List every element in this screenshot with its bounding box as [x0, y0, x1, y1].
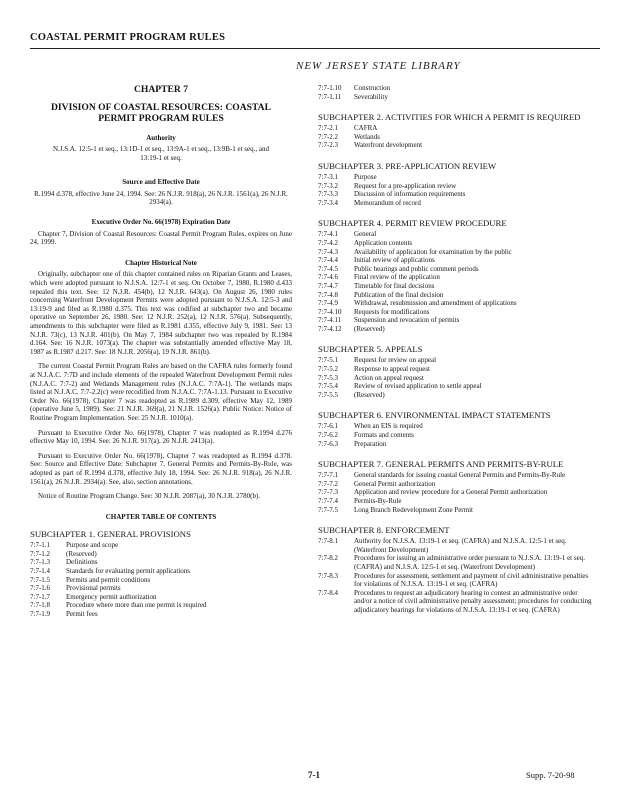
section-number: 7:7-7.1 [318, 471, 339, 480]
toc-row [318, 291, 594, 300]
subchapter-5-list [318, 356, 594, 399]
toc-row [30, 584, 292, 593]
section-number: 7:7-7.2 [318, 479, 339, 488]
section-title: Public hearings and public comment periods [354, 264, 479, 273]
supplement-date: Supp. 7-20-98 [526, 770, 575, 780]
authority-text: N.J.S.A. 12:5-1 et seq., 13:1D-1 et seq., 13:9A-1 et seq., 13:9B-1 et seq., and 13:19-1 et seq. [53, 145, 269, 162]
section-title: (Reserved) [354, 390, 385, 399]
subchapter-4-list [318, 230, 594, 333]
toc-row [30, 601, 292, 610]
toc-row [318, 265, 594, 274]
toc-row [318, 93, 594, 102]
subchapter-8-title: SUBCHAPTER 8. ENFORCEMENT [318, 525, 450, 536]
subchapter-7-list [318, 471, 594, 514]
toc-row [30, 541, 292, 550]
history-paragraph-1: Originally, subchapter one of this chapter contained rules on Riparian Grants and Leases, which were adopted pursuant to N.J.S.A. 12:7-1 et seq. On October 7, 1980, R.1980 d.433 repealed this text. See: 12 N.J.R. 454(b), 12 N.J.R. 643(a). On August 26, 1980 rules concerning Waterfront Development Permits were adopted pursuant to N.J.S.A. 12:5-3 and 13:19-9 and filed as R.1980 d.375. This text was codified at subchapter two and became operative on September 26, 1980. See: 12 N.J.R. 252(a), 12 N.J.R. 576(a). Subsequently, amendments to this subchapter were filed as R.1981 d.355, effective July 9, 1981. See: 13 N.J.R. 73(c), 13 N.J.R. 401(b). On May 7, 1984 subchapter two was repealed by R.1984 d.164. See: 16 N.J.R. 1073(a). The chapter was substantially amended effective May 18, 1987 as R.1987 d.217. See: 18 N.J.R. 2056(a), 19 N.J.R. 861(b). [30, 270, 292, 356]
section-title: General standards for issuing coastal General Permits and Permits-By-Rule [354, 471, 566, 480]
chapter-title: DIVISION OF COASTAL RESOURCES: COASTAL PERMIT PROGRAM RULES [51, 101, 271, 124]
toc-row [318, 124, 594, 133]
section-title: CAFRA [354, 124, 378, 133]
section-number: 7:7-1.1 [30, 541, 51, 550]
section-number: 7:7-7.3 [318, 488, 339, 497]
toc-row [318, 554, 594, 571]
toc-row [318, 248, 594, 257]
section-title: Timetable for final decisions [354, 281, 435, 290]
section-title: Emergency permit authorization [66, 592, 157, 601]
subchapter-6-list [318, 422, 594, 448]
section-title: Permits-By-Rule [354, 497, 402, 505]
section-title: Withdrawal, resubmission and amendment of applications [354, 299, 517, 308]
toc-row [318, 199, 594, 208]
section-number: 7:7-1.5 [30, 575, 51, 584]
section-title: Availability of application for examination by the public [354, 247, 512, 256]
section-title: Waterfront development [354, 141, 423, 150]
page-number: 7-1 [308, 770, 320, 780]
section-title: Discussion of information requirements [354, 190, 466, 199]
subchapter-1-list [30, 541, 292, 618]
section-number: 7:7-5.3 [318, 373, 339, 382]
toc-row [318, 182, 594, 191]
source-heading: Source and Effective Date [122, 178, 200, 187]
section-number: 7:7-3.4 [318, 198, 339, 207]
section-title: Memorandum of record [354, 198, 421, 207]
section-number: 7:7-4.8 [318, 290, 339, 299]
section-number: 7:7-4.1 [318, 230, 339, 239]
subchapter-8-list [318, 537, 594, 614]
toc-row [318, 506, 594, 515]
section-number: 7:7-4.7 [318, 281, 339, 290]
section-number: 7:7-4.3 [318, 247, 339, 256]
toc-row [318, 480, 594, 489]
toc-row [318, 325, 594, 334]
subchapter-5-title: SUBCHAPTER 5. APPEALS [318, 344, 423, 355]
toc-row [318, 497, 594, 506]
section-title: Review of revised application to settle appeal [354, 382, 482, 391]
chapter-number: CHAPTER 7 [133, 84, 189, 95]
section-title: Long Branch Redevelopment Zone Permit [354, 505, 473, 514]
toc-row [318, 141, 594, 150]
subchapter-1-title: SUBCHAPTER 1. GENERAL PROVISIONS [30, 529, 191, 540]
toc-row [318, 572, 594, 589]
section-number: 7:7-8.3 [318, 571, 339, 580]
history-paragraph-5: Notice of Routine Program Change. See: 30 N.J.R. 2087(a), 30 N.J.R. 2780(b). [38, 492, 261, 501]
section-number: 7:7-2.2 [318, 132, 339, 141]
section-title: Authority for N.J.S.A. 13:19-1 et seq. (CAFRA) and N.J.S.A. 12:5-1 et seq. (Waterfront Development) [354, 537, 567, 554]
section-title: Permit fees [66, 610, 98, 619]
section-number: 7:7-3.1 [318, 172, 339, 181]
toc-heading: CHAPTER TABLE OF CONTENTS [105, 512, 217, 521]
toc-row [318, 374, 594, 383]
section-title: Response to appeal request [354, 365, 431, 374]
section-number: 7:7-1.10 [318, 84, 342, 92]
toc-row [318, 589, 594, 615]
toc-row [318, 356, 594, 365]
running-header: COASTAL PERMIT PROGRAM RULES [30, 32, 226, 43]
section-number: 7:7-4.12 [318, 324, 342, 333]
section-number: 7:7-1.8 [30, 601, 51, 610]
subchapter-4-title: SUBCHAPTER 4. PERMIT REVIEW PROCEDURE [318, 218, 507, 229]
toc-row [318, 431, 594, 440]
section-number: 7:7-1.7 [30, 592, 51, 601]
section-title: Wetlands [354, 132, 380, 141]
toc-row [318, 391, 594, 400]
history-paragraph-4: Pursuant to Executive Order No. 66(1978), Chapter 7 was readopted as R.1994 d.378. See: Source and Effective Date: Subchapter 7, General Permits and Permits-By-Rule, was adopted as part of R.1994 d.378, effective July 18, 1994. See: 26 N.J.R. 918(a), 26 N.J.R. 1561(a), 26 N.J.R. 2934(a). See, also, section annotations. [30, 451, 292, 486]
toc-row [318, 365, 594, 374]
section-title: Procedure where more than one permit is required [66, 601, 207, 610]
toc-row [318, 440, 594, 449]
section-title: Request for review on appeal [354, 356, 437, 365]
subchapter-3-list [318, 173, 594, 207]
section-number: 7:7-8.2 [318, 554, 339, 563]
toc-row [318, 308, 594, 317]
section-number: 7:7-4.6 [318, 273, 339, 282]
section-title: Standards for evaluating permit applications [66, 567, 191, 576]
section-number: 7:7-4.9 [318, 299, 339, 308]
toc-row [318, 382, 594, 391]
section-number: 7:7-1.4 [30, 567, 51, 576]
toc-row [318, 537, 594, 554]
toc-row [30, 550, 292, 559]
section-number: 7:7-2.3 [318, 141, 339, 150]
history-paragraph-2: The current Coastal Permit Program Rules are based on the CAFRA rules formerly found at N.J.A.C. 7:7D and include elements of the repealed Waterfront Development Permit rules (N.J.A.C. 7:7-2) and Wetlands Management rules (N.J.A.C. 7:7A-1). The wetlands maps listed at N.J.A.C. 7:7-2.2(c) were recodified from N.J.A.C. 7:7A-1.13. Pursuant to Executive Order No. 66(1978), Chapter 7 was readopted as R.1989 d.309, effective May 12, 1989 (operative June 5, 1989). See: 21 N.J.R. 369(a), 21 N.J.R. 1526(a). Public Notice: Notice of Routine Program Implementation. See: 25 N.J.R. 1010(a). [30, 362, 292, 422]
section-title: (Reserved) [66, 549, 97, 558]
section-title: Permits and permit conditions [66, 575, 151, 584]
section-title: Procedures to request an adjudicatory hearing to contest an administrative order and/or a notice of civil administrative penalty assessment; procedures for conducting adjudicatory hearings for violations of N.J.S.A. 13:19-1 et seq. (CAFRA) [354, 588, 592, 614]
toc-row [318, 239, 594, 248]
exec-order-text: Chapter 7, Division of Coastal Resources: Coastal Permit Program Rules, expires on June 24, 1999. [30, 229, 292, 247]
section-title: Severability [354, 92, 388, 101]
toc-row [318, 173, 594, 182]
source-text: R.1994 d.378, effective June 24, 1994. See: 26 N.J.R. 918(a), 26 N.J.R. 1561(a), 26 N.J.R. 2934(a). [34, 189, 288, 207]
section-number: 7:7-5.4 [318, 382, 339, 391]
section-title: Definitions [66, 558, 98, 567]
toc-row [30, 610, 292, 619]
toc-row [318, 488, 594, 497]
section-title: Procedures for assessment, settlement and payment of civil administrative penalties for violations of N.J.S.A. 13:19-1 et seq. (CAFRA) [354, 571, 589, 589]
section-title: (Reserved) [354, 324, 385, 333]
subchapter-6-title: SUBCHAPTER 6. ENVIRONMENTAL IMPACT STATEMENTS [318, 410, 551, 421]
section-title: Provisional permits [66, 584, 121, 593]
section-number: 7:7-5.5 [318, 390, 339, 399]
section-title: Purpose [354, 172, 377, 181]
section-number: 7:7-8.1 [318, 537, 339, 546]
toc-row [318, 299, 594, 308]
section-title: Initial review of applications [354, 256, 435, 265]
toc-row [30, 558, 292, 567]
section-number: 7:7-4.11 [318, 316, 342, 325]
toc-row [30, 576, 292, 585]
exec-order-heading: Executive Order No. 66(1978) Expiration Date [91, 218, 231, 227]
right-column [318, 84, 594, 615]
history-heading: Chapter Historical Note [125, 258, 197, 267]
toc-row [318, 256, 594, 265]
section-number: 7:7-3.3 [318, 190, 339, 199]
section-title: Application and review procedure for a General Permit authorization [354, 488, 548, 497]
section-title: Action on appeal request [354, 373, 424, 382]
section-number: 7:7-7.5 [318, 505, 339, 514]
toc-row [318, 471, 594, 480]
section-number: 7:7-1.6 [30, 584, 51, 593]
section-number: 7:7-1.3 [30, 558, 51, 567]
subchapter-1-continued [318, 84, 594, 101]
toc-row [318, 282, 594, 291]
section-number: 7:7-1.9 [30, 610, 51, 619]
section-number: 7:7-8.4 [318, 588, 339, 597]
toc-row [30, 567, 292, 576]
section-number: 7:7-4.10 [318, 307, 342, 316]
section-number: 7:7-6.3 [318, 439, 339, 448]
section-title: Suspension and revocation of permits [354, 316, 460, 325]
toc-row [318, 230, 594, 239]
section-number: 7:7-5.2 [318, 365, 339, 374]
toc-row [318, 422, 594, 431]
section-number: 7:7-1.2 [30, 549, 51, 558]
section-number: 7:7-6.1 [318, 422, 339, 431]
section-number: 7:7-3.2 [318, 181, 339, 190]
toc-row [318, 84, 594, 93]
section-number: 7:7-4.4 [318, 256, 339, 265]
toc-row [318, 190, 594, 199]
section-title: Preparation [354, 439, 387, 448]
toc-row [318, 273, 594, 282]
section-number: 7:7-2.1 [318, 124, 339, 133]
section-number: 7:7-4.2 [318, 238, 339, 247]
section-title: Requests for modifications [354, 307, 430, 316]
subchapter-7-title: SUBCHAPTER 7. GENERAL PERMITS AND PERMITS-BY-RULE [318, 459, 564, 470]
section-title: Procedures for issuing an administrative order pursuant to N.J.S.A. 13:19-1 et seq. (CAFRA) and N.J.S.A. 12:5-1 et seq. (Waterfront Development) [354, 554, 585, 571]
section-title: Request for a pre-application review [354, 181, 457, 190]
subchapter-2-title: SUBCHAPTER 2. ACTIVITIES FOR WHICH A PERMIT IS REQUIRED [318, 112, 581, 123]
section-title: Purpose and scope [66, 541, 119, 550]
header-rule [30, 48, 600, 49]
section-title: General Permit authorization [354, 479, 436, 488]
library-stamp: NEW JERSEY STATE LIBRARY [296, 60, 461, 72]
section-title: Application contents [354, 238, 413, 247]
section-number: 7:7-1.11 [318, 92, 342, 101]
left-column [30, 84, 292, 619]
toc-row [318, 133, 594, 142]
subchapter-2-list [318, 124, 594, 150]
section-title: When an EIS is required [354, 422, 423, 431]
section-number: 7:7-7.4 [318, 497, 339, 505]
section-number: 7:7-4.5 [318, 264, 339, 273]
authority-heading: Authority [146, 133, 176, 142]
section-title: Construction [354, 84, 391, 92]
section-title: General [354, 230, 377, 239]
toc-row [30, 593, 292, 602]
section-number: 7:7-6.2 [318, 431, 339, 440]
section-title: Final review of the application [354, 273, 440, 282]
section-number: 7:7-5.1 [318, 356, 339, 365]
section-title: Formats and contents [354, 431, 414, 440]
subchapter-3-title: SUBCHAPTER 3. PRE-APPLICATION REVIEW [318, 160, 497, 171]
history-paragraph-3: Pursuant to Executive Order No. 66(1978), Chapter 7 was readopted as R.1994 d.276 effective May 10, 1994. See: 26 N.J.R. 917(a), 26 N.J.R. 2413(a). [30, 428, 292, 446]
section-title: Publication of the final decision [354, 290, 444, 299]
toc-row [318, 316, 594, 325]
